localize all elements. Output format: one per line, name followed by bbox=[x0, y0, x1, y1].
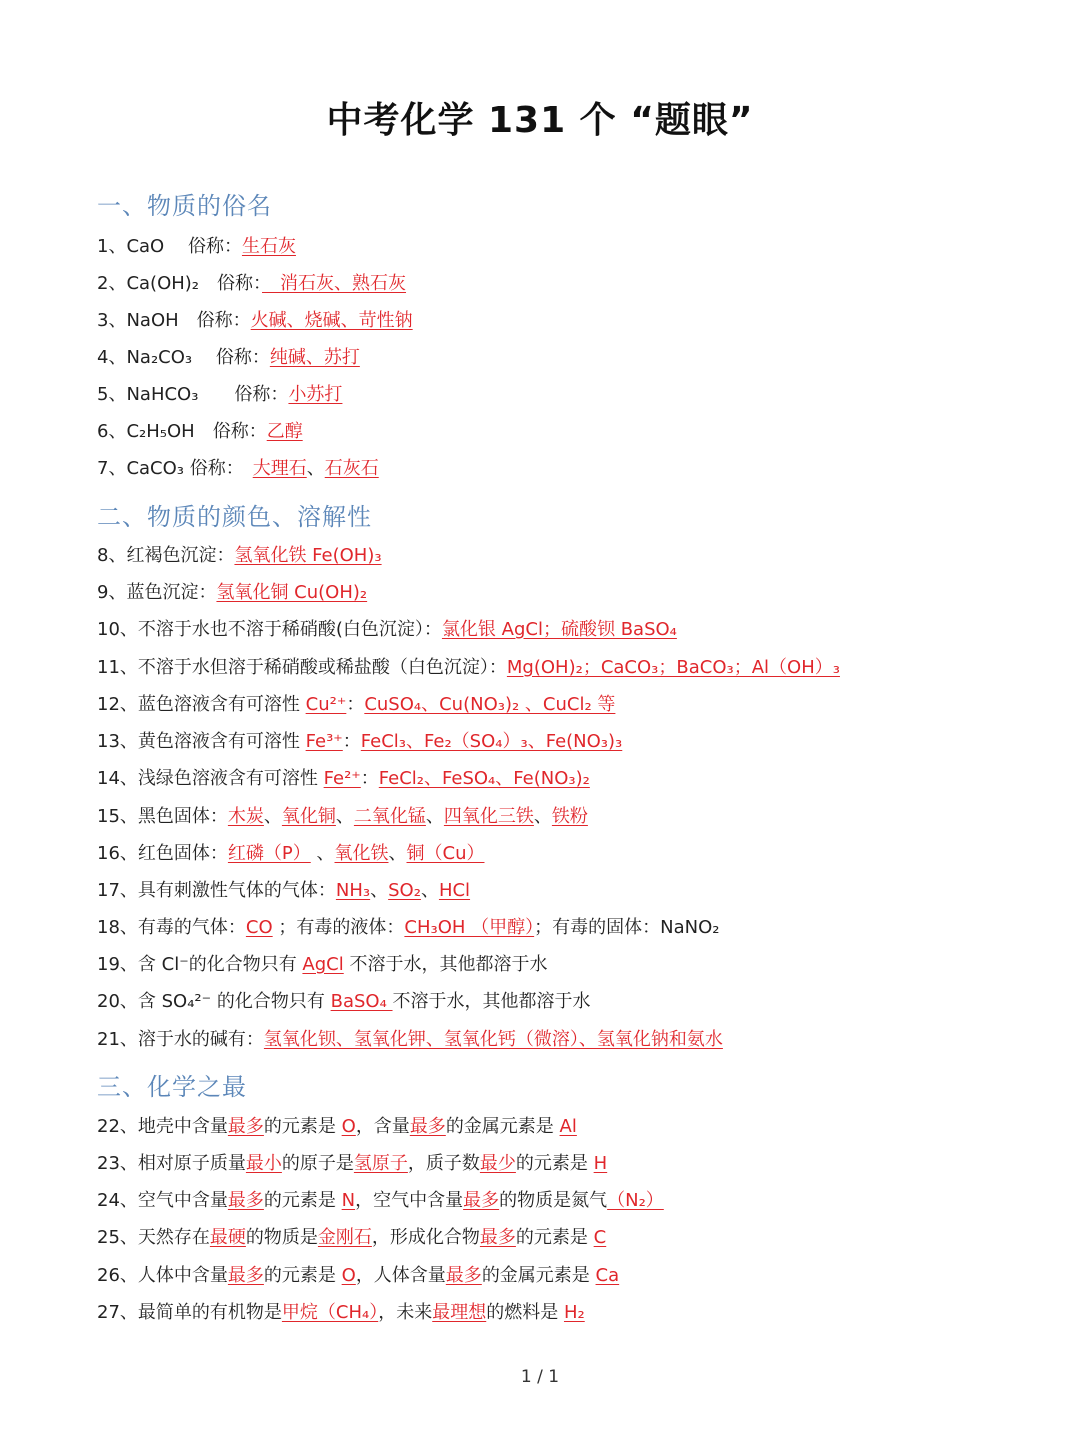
section-heading-colors: 二、物质的颜色、溶解性 bbox=[97, 503, 372, 531]
list-item bbox=[97, 1264, 619, 1288]
question-text: 27、最简单的有机物是 bbox=[97, 1302, 282, 1323]
answer-text: 氧化铜 bbox=[281, 806, 336, 827]
page-title: 中考化学 131 个 “题眼” bbox=[326, 100, 754, 141]
answer-text: Al bbox=[559, 1116, 577, 1137]
answer-text: Ca bbox=[595, 1265, 620, 1286]
question-text: 、 bbox=[306, 458, 325, 479]
question-text: 23、相对原子质量 bbox=[97, 1153, 246, 1174]
question-text: 2、Ca(OH)₂ 俗称： bbox=[97, 273, 263, 294]
question-text: 18、有毒的气体： bbox=[97, 917, 246, 938]
answer-text: FeCl₃、Fe₂（SO₄）₃、Fe(NO₃)₃ bbox=[360, 731, 623, 752]
question-text: 25、天然存在 bbox=[97, 1227, 210, 1248]
answer-text: AgCl bbox=[302, 954, 344, 975]
list-item bbox=[97, 272, 406, 296]
list-item bbox=[97, 346, 360, 370]
question-text: 的物质是氮气 bbox=[499, 1190, 608, 1211]
question-text: 的元素是 bbox=[515, 1153, 594, 1174]
question-text: ；有毒的液体： bbox=[272, 917, 405, 938]
question-text: 的元素是 bbox=[263, 1265, 342, 1286]
list-item bbox=[97, 1189, 664, 1213]
answer-text: 氧化铁 bbox=[334, 843, 389, 864]
answer-text: N bbox=[341, 1190, 356, 1211]
answer-text: 二氧化锰 bbox=[353, 806, 426, 827]
list-item bbox=[97, 1152, 607, 1176]
answer-text: 氢氧化铜 Cu(OH)₂ bbox=[216, 582, 368, 603]
answer-text: 大理石 bbox=[252, 458, 307, 479]
question-text: 的元素是 bbox=[515, 1227, 594, 1248]
list-item bbox=[97, 1028, 723, 1052]
question-text: 19、含 Cl⁻的化合物只有 bbox=[97, 954, 303, 975]
list-item bbox=[97, 953, 547, 977]
question-text: 、 bbox=[420, 880, 439, 901]
question-text: 不溶于水，其他都溶于水 bbox=[392, 991, 591, 1012]
question-text: 26、人体中含量 bbox=[97, 1265, 228, 1286]
answer-text: 氢原子 bbox=[353, 1153, 408, 1174]
question-text: 、 bbox=[425, 806, 444, 827]
question-text: 9、蓝色沉淀： bbox=[97, 582, 217, 603]
answer-text: 最多 bbox=[227, 1190, 264, 1211]
answer-text: 小苏打 bbox=[288, 384, 343, 405]
list-item bbox=[97, 235, 296, 259]
question-text: ，质子数 bbox=[407, 1153, 480, 1174]
answer-text: 木炭 bbox=[227, 806, 264, 827]
answer-text: Fe³⁺ bbox=[305, 731, 343, 752]
question-text: ： bbox=[342, 731, 361, 752]
answer-text: CH₃OH （甲醇） bbox=[404, 917, 535, 938]
question-text: ，空气中含量 bbox=[355, 1190, 464, 1211]
answer-text: 铜（Cu） bbox=[406, 843, 485, 864]
question-text: 11、不溶于水但溶于稀硝酸或稀盐酸（白色沉淀）： bbox=[97, 657, 507, 678]
answer-text: 生石灰 bbox=[241, 236, 296, 257]
answer-text: BaSO₄ bbox=[330, 991, 393, 1012]
answer-text: Cu²⁺ bbox=[305, 694, 347, 715]
answer-text: HCl bbox=[438, 880, 471, 901]
question-text: 15、黑色固体： bbox=[97, 806, 228, 827]
list-item bbox=[97, 383, 342, 407]
answer-text: CuSO₄、Cu(NO₃)₂ 、CuCl₂ 等 bbox=[364, 694, 616, 715]
question-text: 的元素是 bbox=[263, 1116, 342, 1137]
list-item bbox=[97, 618, 677, 642]
question-text: 3、NaOH 俗称： bbox=[97, 310, 251, 331]
list-item bbox=[97, 730, 622, 754]
answer-text: 四氧化三铁 bbox=[443, 806, 534, 827]
question-text: 24、空气中含量 bbox=[97, 1190, 228, 1211]
answer-text: 氢氧化铁 Fe(OH)₃ bbox=[234, 545, 382, 566]
question-text: 的元素是 bbox=[263, 1190, 342, 1211]
question-text: 10、不溶于水也不溶于稀硝酸(白色沉淀）： bbox=[97, 619, 442, 640]
question-text: 1、CaO 俗称： bbox=[97, 236, 242, 257]
question-text: 22、地壳中含量 bbox=[97, 1116, 228, 1137]
answer-text: O bbox=[341, 1116, 356, 1137]
answer-text: CO bbox=[245, 917, 273, 938]
answer-text: 甲烷（CH₄） bbox=[281, 1302, 379, 1323]
list-item bbox=[97, 805, 588, 829]
question-text: 的原子是 bbox=[281, 1153, 354, 1174]
answer-text: 最多 bbox=[227, 1116, 264, 1137]
question-text: 、 bbox=[263, 806, 282, 827]
page-number: 1 / 1 bbox=[520, 1367, 560, 1387]
answer-text: 最多 bbox=[409, 1116, 446, 1137]
answer-text: 最理想 bbox=[432, 1302, 487, 1323]
question-text: 的物质是 bbox=[245, 1227, 318, 1248]
answer-text: FeCl₂、FeSO₄、Fe(NO₃)₂ bbox=[378, 768, 590, 789]
answer-text: （N₂） bbox=[607, 1190, 664, 1211]
answer-text: 氯化银 AgCl；硫酸钡 BaSO₄ bbox=[441, 619, 677, 640]
question-text: 8、红褐色沉淀： bbox=[97, 545, 235, 566]
question-text: 不溶于水，其他都溶于水 bbox=[343, 954, 548, 975]
question-text: 12、蓝色溶液含有可溶性 bbox=[97, 694, 306, 715]
answer-text: 火碱、烧碱、苛性钠 bbox=[250, 310, 413, 331]
question-text: 的金属元素是 bbox=[481, 1265, 596, 1286]
answer-text: NH₃ bbox=[335, 880, 371, 901]
answer-text: 最多 bbox=[445, 1265, 482, 1286]
question-text: 的燃料是 bbox=[486, 1302, 564, 1323]
list-item bbox=[97, 581, 367, 605]
answer-text: 金刚石 bbox=[317, 1227, 372, 1248]
question-text: ： bbox=[346, 694, 365, 715]
question-text: 21、溶于水的碱有： bbox=[97, 1029, 264, 1050]
list-item bbox=[97, 842, 484, 866]
question-text: 13、黄色溶液含有可溶性 bbox=[97, 731, 306, 752]
question-text: 20、含 SO₄²⁻ 的化合物只有 bbox=[97, 991, 331, 1012]
question-text: 16、红色固体： bbox=[97, 843, 228, 864]
question-text: 14、浅绿色溶液含有可溶性 bbox=[97, 768, 324, 789]
question-text: 5、NaHCO₃ 俗称： bbox=[97, 384, 289, 405]
question-text: ，形成化合物 bbox=[371, 1227, 480, 1248]
answer-text: 消石灰、熟石灰 bbox=[262, 273, 407, 294]
list-item bbox=[97, 420, 303, 444]
answer-text: 最少 bbox=[479, 1153, 516, 1174]
answer-text: 最多 bbox=[227, 1265, 264, 1286]
answer-text: 纯碱、苏打 bbox=[269, 347, 360, 368]
answer-text: 最多 bbox=[463, 1190, 500, 1211]
answer-text: 最多 bbox=[479, 1227, 516, 1248]
answer-text: 氢氧化钡、氢氧化钾、氢氧化钙（微溶）、氢氧化钠和氨水 bbox=[263, 1029, 723, 1050]
list-item bbox=[97, 457, 379, 481]
list-item bbox=[97, 544, 382, 568]
section-heading-names: 一、物质的俗名 bbox=[97, 192, 272, 220]
answer-text: 铁粉 bbox=[551, 806, 588, 827]
answer-text: C bbox=[593, 1227, 607, 1248]
question-text: ，含量 bbox=[355, 1116, 410, 1137]
answer-text: 红磷（P） bbox=[227, 843, 311, 864]
question-text: 、 bbox=[310, 843, 335, 864]
answer-text: SO₂ bbox=[388, 880, 421, 901]
question-text: 、 bbox=[388, 843, 407, 864]
answer-text: H₂ bbox=[563, 1302, 585, 1323]
answer-text: O bbox=[341, 1265, 356, 1286]
list-item bbox=[97, 916, 719, 940]
list-item bbox=[97, 1226, 606, 1250]
question-text: ，未来 bbox=[378, 1302, 433, 1323]
question-text: ；有毒的固体：NaNO₂ bbox=[534, 917, 720, 938]
question-text: ，人体含量 bbox=[355, 1265, 446, 1286]
list-item bbox=[97, 693, 615, 717]
question-text: 4、Na₂CO₃ 俗称： bbox=[97, 347, 270, 368]
answer-text: Mg(OH)₂；CaCO₃；BaCO₃；Al（OH）₃ bbox=[506, 657, 840, 678]
question-text: 、 bbox=[533, 806, 552, 827]
answer-text: 最硬 bbox=[209, 1227, 246, 1248]
question-text: 、 bbox=[335, 806, 354, 827]
section-heading-superlatives: 三、化学之最 bbox=[97, 1073, 247, 1101]
list-item bbox=[97, 656, 840, 680]
question-text: 7、CaCO₃ 俗称： bbox=[97, 458, 253, 479]
list-item bbox=[97, 1301, 585, 1325]
question-text: 17、具有刺激性气体的气体： bbox=[97, 880, 336, 901]
list-item bbox=[97, 879, 470, 903]
answer-text: 乙醇 bbox=[266, 421, 303, 442]
question-text: 6、C₂H₅OH 俗称： bbox=[97, 421, 267, 442]
list-item bbox=[97, 990, 591, 1014]
answer-text: 石灰石 bbox=[324, 458, 379, 479]
question-text: ： bbox=[360, 768, 379, 789]
list-item bbox=[97, 309, 413, 333]
answer-text: H bbox=[593, 1153, 608, 1174]
list-item bbox=[97, 767, 590, 791]
question-text: 的金属元素是 bbox=[445, 1116, 560, 1137]
answer-text: 最小 bbox=[245, 1153, 282, 1174]
list-item bbox=[97, 1115, 577, 1139]
answer-text: Fe²⁺ bbox=[323, 768, 361, 789]
question-text: 、 bbox=[370, 880, 389, 901]
